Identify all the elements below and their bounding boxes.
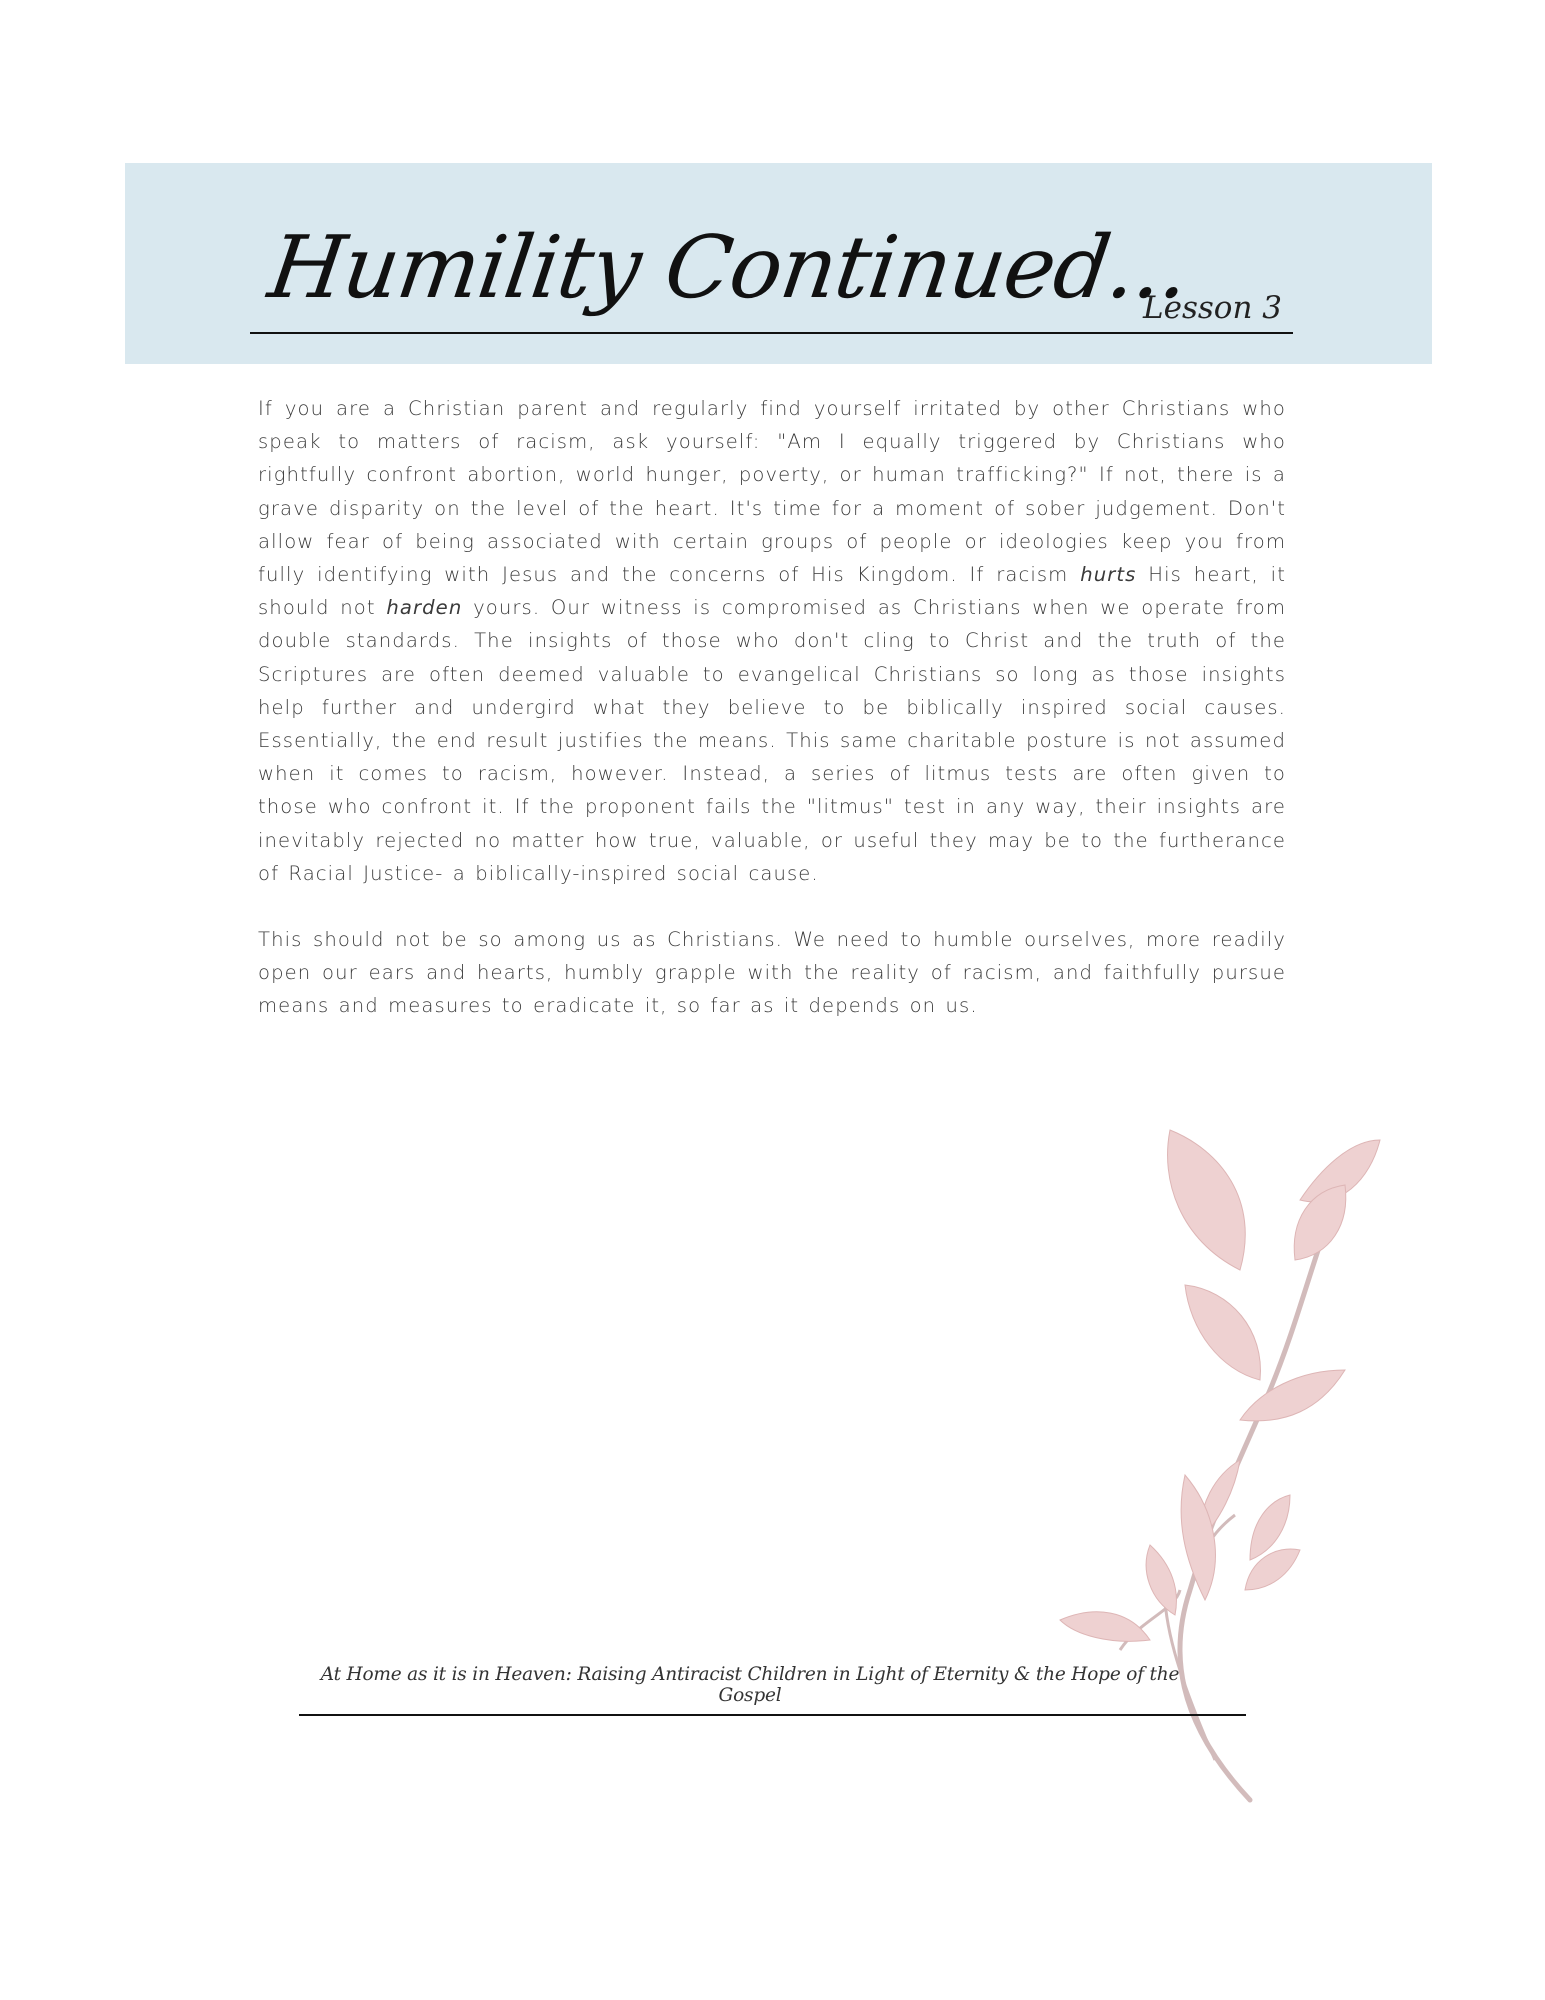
paragraph-2: This should not be so among us as Christians. We need to humble ourselves, more readily open our ears and hearts, humbly grapple with the reality of racism, and faithfully pursue means and measures to eradicate it, so far as it depends on us. xyxy=(258,928,1286,1018)
paragraph-1-part-b: His heart, it should not xyxy=(258,563,1286,620)
leaf-branch-illustration xyxy=(1000,1120,1400,1810)
paragraph-1 xyxy=(258,392,1286,890)
page-title: Humility Continued... xyxy=(262,218,1195,318)
title-divider xyxy=(250,332,1293,334)
paragraph-1-part-c: yours. Our witness is compromised as Christians when we operate from double standards. The insights of those who don't cling to Christ and the truth of the Scriptures are often deemed valuable to evangelical Christians so long as those insights help further and undergird what they believe to be biblically inspired social causes. Essentially, the end result justifies the means. This same charitable posture is not assumed when it comes to racism, however. Instead, a series of litmus tests are often given to those who confront it. If the proponent fails the "litmus" test in any way, their insights are inevitably rejected no matter how true, valuable, or useful they may be to the furtherance of Racial Justice- a biblically-inspired social cause. xyxy=(258,596,1287,885)
footer-caption: At Home as it is in Heaven: Raising Antiracist Children in Light of Eternity & the Hope of the Gospel xyxy=(320,1664,1180,1706)
lesson-label: Lesson 3 xyxy=(1143,290,1282,326)
emphasis-hurts: hurts xyxy=(1080,563,1137,587)
footer-divider xyxy=(299,1714,1246,1716)
body-text xyxy=(258,392,1286,1056)
paragraph-1-part-a: If you are a Christian parent and regularly find yourself irritated by other Christians who speak to matters of racism, ask yourself: "Am I equally triggered by Christians who rightfully confront abortion, world hunger, poverty, or human trafficking?" If not, there is a grave disparity on the level of the heart. It's time for a moment of sober judgement. Don't allow fear of being associated with certain groups of people or ideologies keep you from fully identifying with Jesus and the concerns of His Kingdom. If racism xyxy=(258,397,1286,587)
emphasis-harden: harden xyxy=(386,596,463,620)
